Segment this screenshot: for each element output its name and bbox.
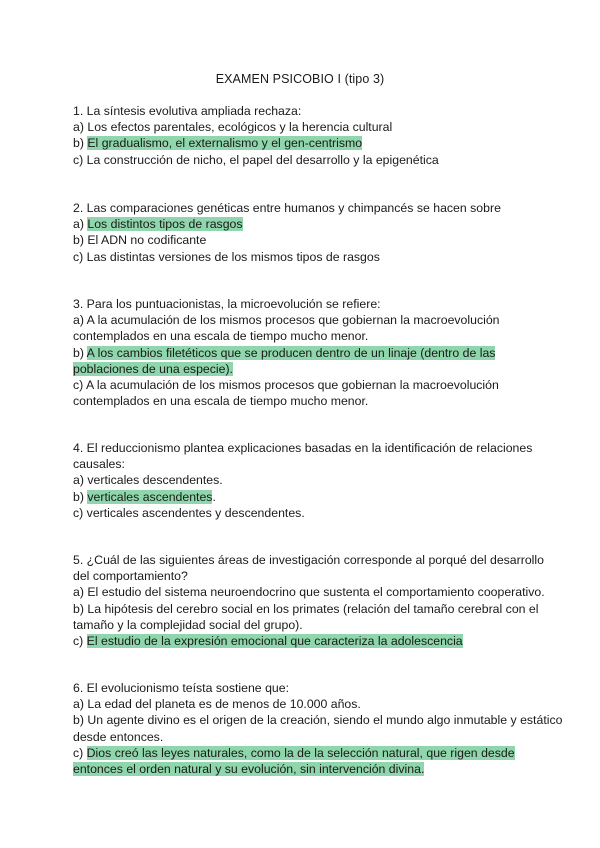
question-1 bbox=[73, 103, 563, 168]
option-a-answer: a) Los distintos tipos de rasgos bbox=[73, 217, 243, 232]
option-a: a) El estudio del sistema neuroendocrino que sustenta el comportamiento cooperativo. bbox=[73, 585, 545, 600]
option-b-answer: b) El gradualismo, el externalismo y el gen-centrismo bbox=[73, 136, 363, 151]
option-c: c) La construcción de nicho, el papel del desarrollo y la epigenética bbox=[73, 152, 439, 167]
question-4 bbox=[73, 440, 563, 521]
question-stem: 3. Para los puntuacionistas, la microevolución se refiere: bbox=[73, 297, 381, 311]
highlighted-answer: El estudio de la expresión emocional que caracteriza la adolescencia bbox=[86, 634, 463, 649]
highlighted-answer: verticales ascendentes bbox=[87, 489, 213, 504]
question-3 bbox=[73, 296, 563, 409]
highlighted-answer: Dios creó las leyes naturales, como la de la selección natural, que rigen desde entonces el orden natural y su evolución, sin intervención divina. bbox=[73, 745, 515, 777]
highlighted-answer: El gradualismo, el externalismo y el gen-centrismo bbox=[87, 136, 363, 151]
question-stem: 6. El evolucionismo teísta sostiene que: bbox=[73, 681, 290, 695]
highlighted-answer: A los cambios filetéticos que se producen dentro de un linaje (dentro de las poblaciones de una especie). bbox=[73, 345, 496, 376]
option-c-answer: c) El estudio de la expresión emocional que caracteriza la adolescencia bbox=[73, 634, 463, 649]
option-c: c) A la acumulación de los mismos procesos que gobiernan la macroevolución contemplados en una escala de tiempo mucho menor. bbox=[73, 378, 499, 409]
option-c: c) Las distintas versiones de los mismos tipos de rasgos bbox=[73, 249, 380, 264]
option-b-answer: b) A los cambios filetéticos que se producen dentro de un linaje (dentro de las poblaciones de una especie). bbox=[73, 345, 496, 376]
page-title: EXAMEN PSICOBIO I (tipo 3) bbox=[215, 72, 385, 86]
option-b-answer: b) verticales ascendentes. bbox=[73, 489, 216, 504]
option-a: a) La edad del planeta es de menos de 10.000 años. bbox=[73, 697, 361, 712]
option-c-answer: c) Dios creó las leyes naturales, como la de la selección natural, que rigen desde entonces el orden natural y su evolución, sin intervención divina. bbox=[73, 745, 515, 777]
option-b: b) El ADN no codificante bbox=[73, 233, 207, 248]
question-stem: 5. ¿Cuál de las siguientes áreas de investigación corresponde al porqué del desarrollo del comportamiento? bbox=[73, 553, 544, 584]
option-b: b) La hipótesis del cerebro social en los primates (relación del tamaño cerebral con el tamaño y la complejidad social del grupo). bbox=[73, 601, 539, 632]
question-stem: 2. Las comparaciones genéticas entre humanos y chimpancés se hacen sobre bbox=[73, 201, 501, 215]
question-stem: 4. El reduccionismo plantea explicaciones basadas en la identificación de relaciones causales: bbox=[73, 441, 533, 472]
option-a: a) Los efectos parentales, ecológicos y la herencia cultural bbox=[73, 120, 393, 135]
question-2 bbox=[73, 200, 563, 265]
question-6 bbox=[73, 680, 563, 777]
option-b: b) Un agente divino es el origen de la creación, siendo el mundo algo inmutable y estático desde entonces. bbox=[73, 713, 563, 744]
highlighted-answer: Los distintos tipos de rasgos bbox=[87, 217, 243, 232]
option-a: a) A la acumulación de los mismos procesos que gobiernan la macroevolución contemplados en una escala de tiempo mucho menor. bbox=[73, 313, 500, 344]
option-a: a) verticales descendentes. bbox=[73, 473, 223, 488]
option-c: c) verticales ascendentes y descendentes. bbox=[73, 505, 305, 520]
question-stem: 1. La síntesis evolutiva ampliada rechaza: bbox=[73, 104, 302, 118]
question-5 bbox=[73, 552, 563, 649]
